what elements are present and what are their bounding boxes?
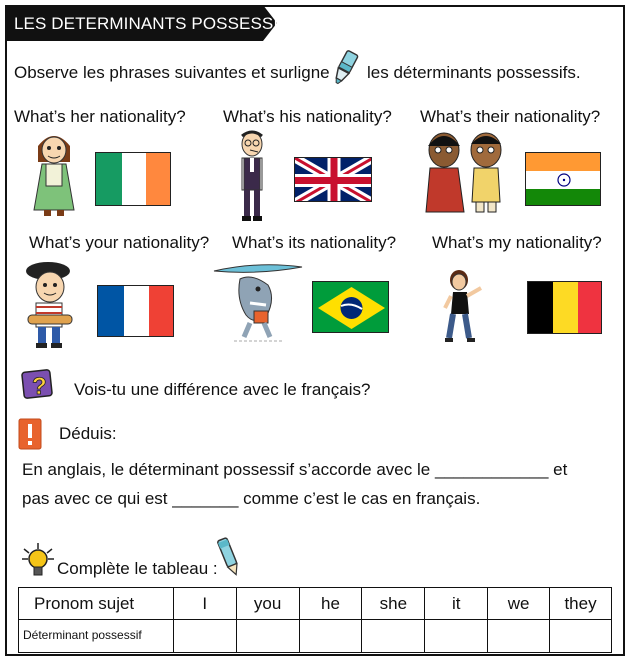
answer-cell[interactable] [362,620,425,653]
question-their: What’s their nationality? [420,107,601,126]
table-row-pronouns [19,588,612,620]
question-its: What’s its nationality? [232,233,397,252]
answer-cell[interactable] [173,620,236,653]
deduis-label: Déduis: [59,424,117,443]
answer-cell[interactable] [299,620,362,653]
pronoun-cell: you [236,588,299,620]
indian-couple-figure [416,128,516,221]
french-boy-figure [20,257,78,354]
answer-cell[interactable] [425,620,488,653]
pronoun-cell: she [362,588,425,620]
france-flag-icon [97,285,174,337]
highlighter-icon [330,49,360,92]
table-row-determinants [19,620,612,653]
answer-cell[interactable] [488,620,550,653]
india-flag-icon [525,152,601,206]
irish-girl-figure [28,128,80,223]
difference-question: Vois-tu une différence avec le français? [74,380,371,399]
ireland-flag-icon [95,152,171,206]
pronoun-cell: he [299,588,362,620]
question-her: What’s her nationality? [14,107,186,126]
svg-text:?: ? [32,373,47,400]
girl-waving-figure [441,268,489,349]
question-mark-icon [21,368,57,405]
exclamation-icon [18,418,42,455]
question-my: What’s my nationality? [432,233,602,252]
pronoun-cell: we [488,588,550,620]
deduction-line-1: En anglais, le déterminant possessif s’accorde avec le ____________ et [22,460,568,479]
pronom-sujet-header: Pronom sujet [19,588,174,620]
pronoun-cell: it [425,588,488,620]
instruction-text-2: les déterminants possessifs. [367,63,581,82]
question-his: What’s his nationality? [223,107,392,126]
pronoun-cell: I [173,588,236,620]
answer-cell[interactable] [236,620,299,653]
belgium-flag-icon [527,281,602,334]
determinant-header: Déterminant possessif [19,620,174,653]
deduction-line-2: pas avec ce qui est _______ comme c’est le cas en français. [22,489,481,508]
pronoun-cell: they [550,588,612,620]
shark-surfer-figure [210,259,306,352]
pen-icon [215,536,243,583]
lightbulb-icon [20,541,56,586]
title-banner [5,5,301,41]
question-your: What’s your nationality? [29,233,210,252]
complete-table-label: Complète le tableau : [57,559,218,578]
uk-flag-icon [294,157,372,202]
answer-cell[interactable] [550,620,612,653]
british-man-figure [228,128,278,228]
instruction-text-1: Observe les phrases suivantes et surligne [14,63,330,82]
page-title: LES DETERMINANTS POSSESSIFS [14,14,301,33]
brazil-flag-icon [312,281,389,333]
possessive-table [18,587,612,653]
